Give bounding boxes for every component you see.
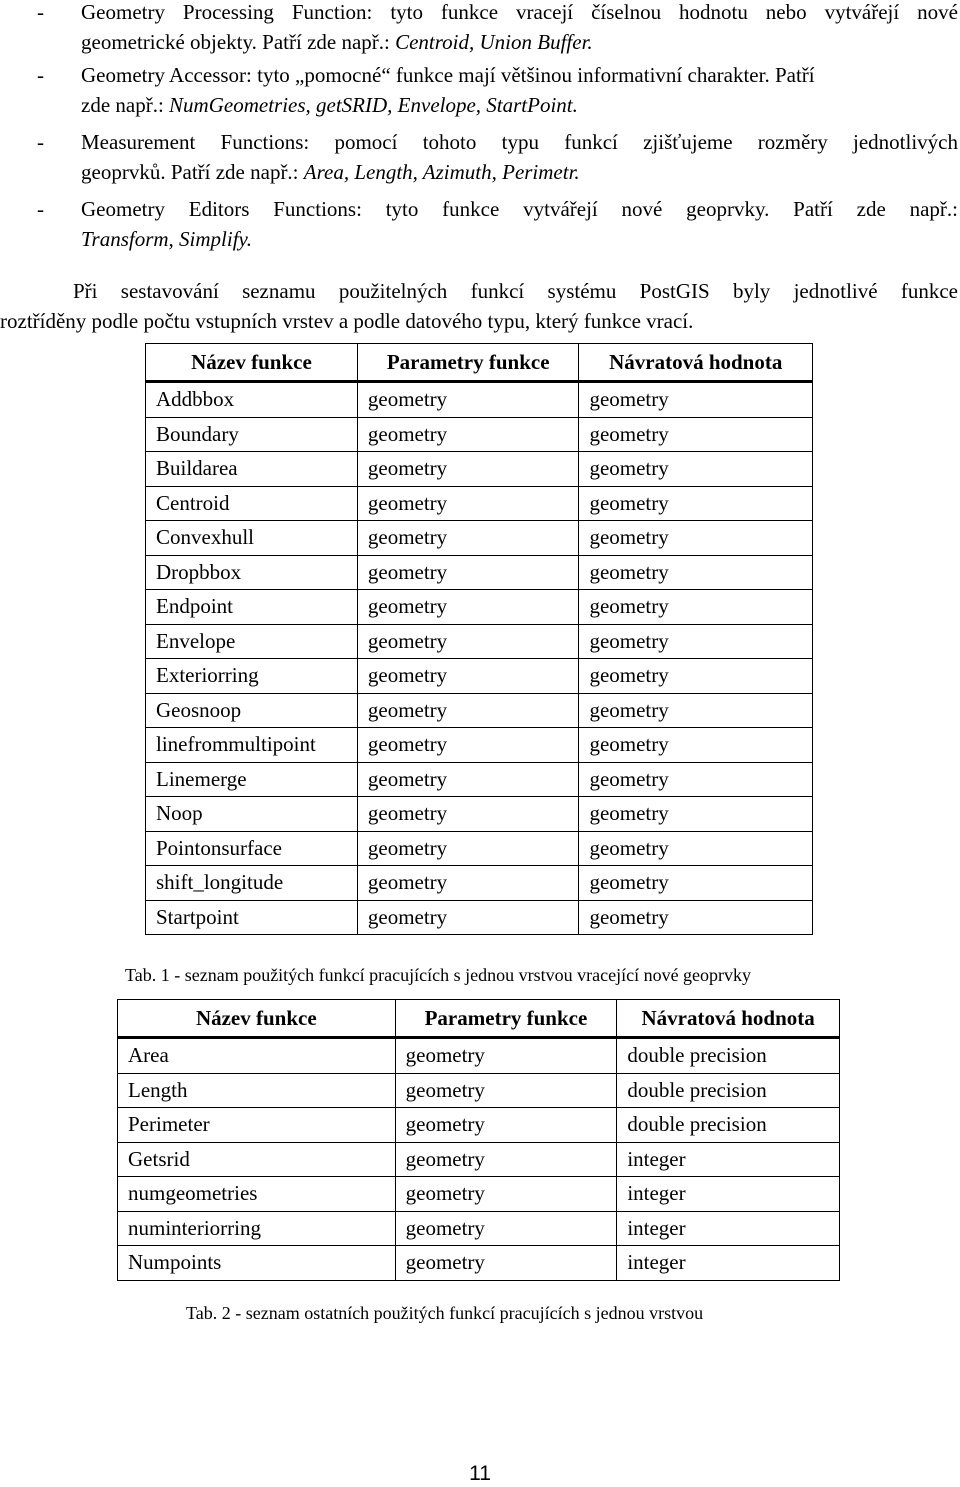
table-row [118,1038,840,1074]
column-header: Návratová hodnota [617,1000,840,1038]
paragraph-line: Při sestavování seznamu použitelných funkcí systému PostGIS byly jednotlivé funkce [73,279,958,303]
table-row [146,417,813,452]
table-row [118,1246,840,1281]
bullet-text: Geometry Processing Function: tyto funkce vracejí číselnou hodnotu nebo vytvářejí nové [81,0,958,24]
table-cell: geometry [357,417,579,452]
bullet-text-italic: Area, Length, Azimuth, Perimetr. [303,160,580,184]
table-cell: geometry [357,452,579,487]
table-cell: geometry [579,486,813,521]
table-cell: Endpoint [146,590,358,625]
table-row [146,590,813,625]
table-cell: geometry [579,624,813,659]
table-cell: Perimeter [118,1108,396,1143]
table-cell: double precision [617,1038,840,1074]
table-cell: geometry [395,1038,617,1074]
table-cell: geometry [395,1142,617,1177]
body-paragraph [0,276,958,336]
table-caption: Tab. 2 - seznam ostatních použitých funkcí pracujících s jednou vrstvou [186,1303,704,1323]
table-cell: geometry [357,486,579,521]
bullet-text-cont [0,90,958,120]
bullet-text-plain: geometrické objekty. Patří zde např.: [81,30,396,54]
table-row [146,797,813,832]
table-row [146,831,813,866]
bullet-item [0,60,958,120]
table-cell: Linemerge [146,762,358,797]
table-cell: geometry [579,417,813,452]
table-cell: Getsrid [118,1142,396,1177]
bullet-text: Measurement Functions: pomocí tohoto typu funkcí zjišťujeme rozměry jednotlivých [81,130,958,154]
table-cell: numinteriorring [118,1211,396,1246]
table-row [146,521,813,556]
table-cell: Pointonsurface [146,831,358,866]
bullet-item [0,0,958,57]
table-cell: integer [617,1142,840,1177]
table-cell: geometry [357,831,579,866]
table-cell: Addbbox [146,382,358,418]
table-cell: geometry [579,521,813,556]
column-header: Parametry funkce [395,1000,617,1038]
table-row [146,762,813,797]
table-cell: geometry [579,831,813,866]
table-cell: Area [118,1038,396,1074]
bullet-text-italic: Transform, Simplify. [81,227,252,251]
table-cell: Exteriorring [146,659,358,694]
table-cell: geometry [579,659,813,694]
table-row [118,1073,840,1108]
table-cell: Convexhull [146,521,358,556]
table-header-row [118,1000,840,1038]
table-cell: geometry [357,555,579,590]
table-cell: Geosnoop [146,693,358,728]
table-cell: Dropbbox [146,555,358,590]
table-cell: numgeometries [118,1177,396,1212]
table-cell: integer [617,1211,840,1246]
table-cell: Numpoints [118,1246,396,1281]
table-row [146,486,813,521]
bullet-text-plain: zde např.: [81,93,170,117]
table-cell: geometry [395,1177,617,1212]
column-header: Název funkce [146,344,358,382]
bullet-dash: - [37,197,44,221]
table-cell: geometry [357,590,579,625]
table-cell: geometry [357,728,579,763]
table-cell: geometry [357,797,579,832]
table-cell: geometry [357,866,579,901]
table-cell: shift_longitude [146,866,358,901]
table-cell: Noop [146,797,358,832]
table-row [146,900,813,935]
table-row [118,1211,840,1246]
bullet-text: Geometry Accessor: tyto „pomocné“ funkce mají většinou informativní charakter. Patří [81,63,815,87]
column-header: Název funkce [118,1000,396,1038]
table-cell: Buildarea [146,452,358,487]
bullet-item [0,194,958,254]
functions-table-1 [145,343,813,935]
table-row [146,693,813,728]
table-row [146,866,813,901]
table-cell: Centroid [146,486,358,521]
table-cell: geometry [579,762,813,797]
table-row [118,1177,840,1212]
table-row [118,1142,840,1177]
table-cell: geometry [579,866,813,901]
table-row [146,624,813,659]
table-cell: geometry [395,1211,617,1246]
table-cell: geometry [395,1073,617,1108]
bullet-dash: - [37,0,44,24]
bullet-dash: - [37,63,44,87]
bullet-text-cont [0,157,958,187]
table-cell: geometry [357,382,579,418]
table-cell: double precision [617,1073,840,1108]
table-cell: double precision [617,1108,840,1143]
page-number: 11 [469,1462,491,1485]
table-row [146,452,813,487]
bullet-text-cont [0,224,958,254]
bullet-text-plain: geoprvků. Patří zde např.: [81,160,304,184]
table-row [146,659,813,694]
table-cell: geometry [357,659,579,694]
table-row [146,382,813,418]
table-cell: geometry [579,900,813,935]
table-caption: Tab. 1 - seznam použitých funkcí pracujících s jednou vrstvou vracející nové geoprvky [125,965,752,985]
table-cell: geometry [395,1246,617,1281]
bullet-text-cont [0,27,958,57]
table-cell: geometry [579,693,813,728]
table-cell: geometry [357,521,579,556]
table-cell: geometry [357,693,579,728]
table-cell: Length [118,1073,396,1108]
bullet-text: Geometry Editors Functions: tyto funkce vytvářejí nové geoprvky. Patří zde např.: [81,197,958,221]
bullet-text-italic: Centroid, Union Buffer. [395,30,593,54]
column-header: Návratová hodnota [579,344,813,382]
table-cell: geometry [357,762,579,797]
column-header: Parametry funkce [357,344,579,382]
table-cell: Boundary [146,417,358,452]
paragraph-line: roztříděny podle počtu vstupních vrstev a podle datového typu, který funkce vrací. [0,309,694,333]
bullet-dash: - [37,130,44,154]
table-row [146,555,813,590]
table-row [146,728,813,763]
table-cell: geometry [579,797,813,832]
table-cell: Startpoint [146,900,358,935]
table-cell: geometry [579,555,813,590]
table-cell: geometry [579,452,813,487]
table-cell: geometry [357,624,579,659]
table-row [118,1108,840,1143]
table-cell: geometry [395,1108,617,1143]
table-cell: integer [617,1246,840,1281]
bullet-item [0,127,958,187]
table-cell: geometry [357,900,579,935]
table-cell: Envelope [146,624,358,659]
bullet-text-italic: NumGeometries, getSRID, Envelope, StartPoint. [169,93,578,117]
table-cell: integer [617,1177,840,1212]
table-header-row [146,344,813,382]
table-cell: geometry [579,590,813,625]
table-cell: geometry [579,382,813,418]
table-cell: linefrommultipoint [146,728,358,763]
table-cell: geometry [579,728,813,763]
functions-table-2 [117,999,840,1281]
